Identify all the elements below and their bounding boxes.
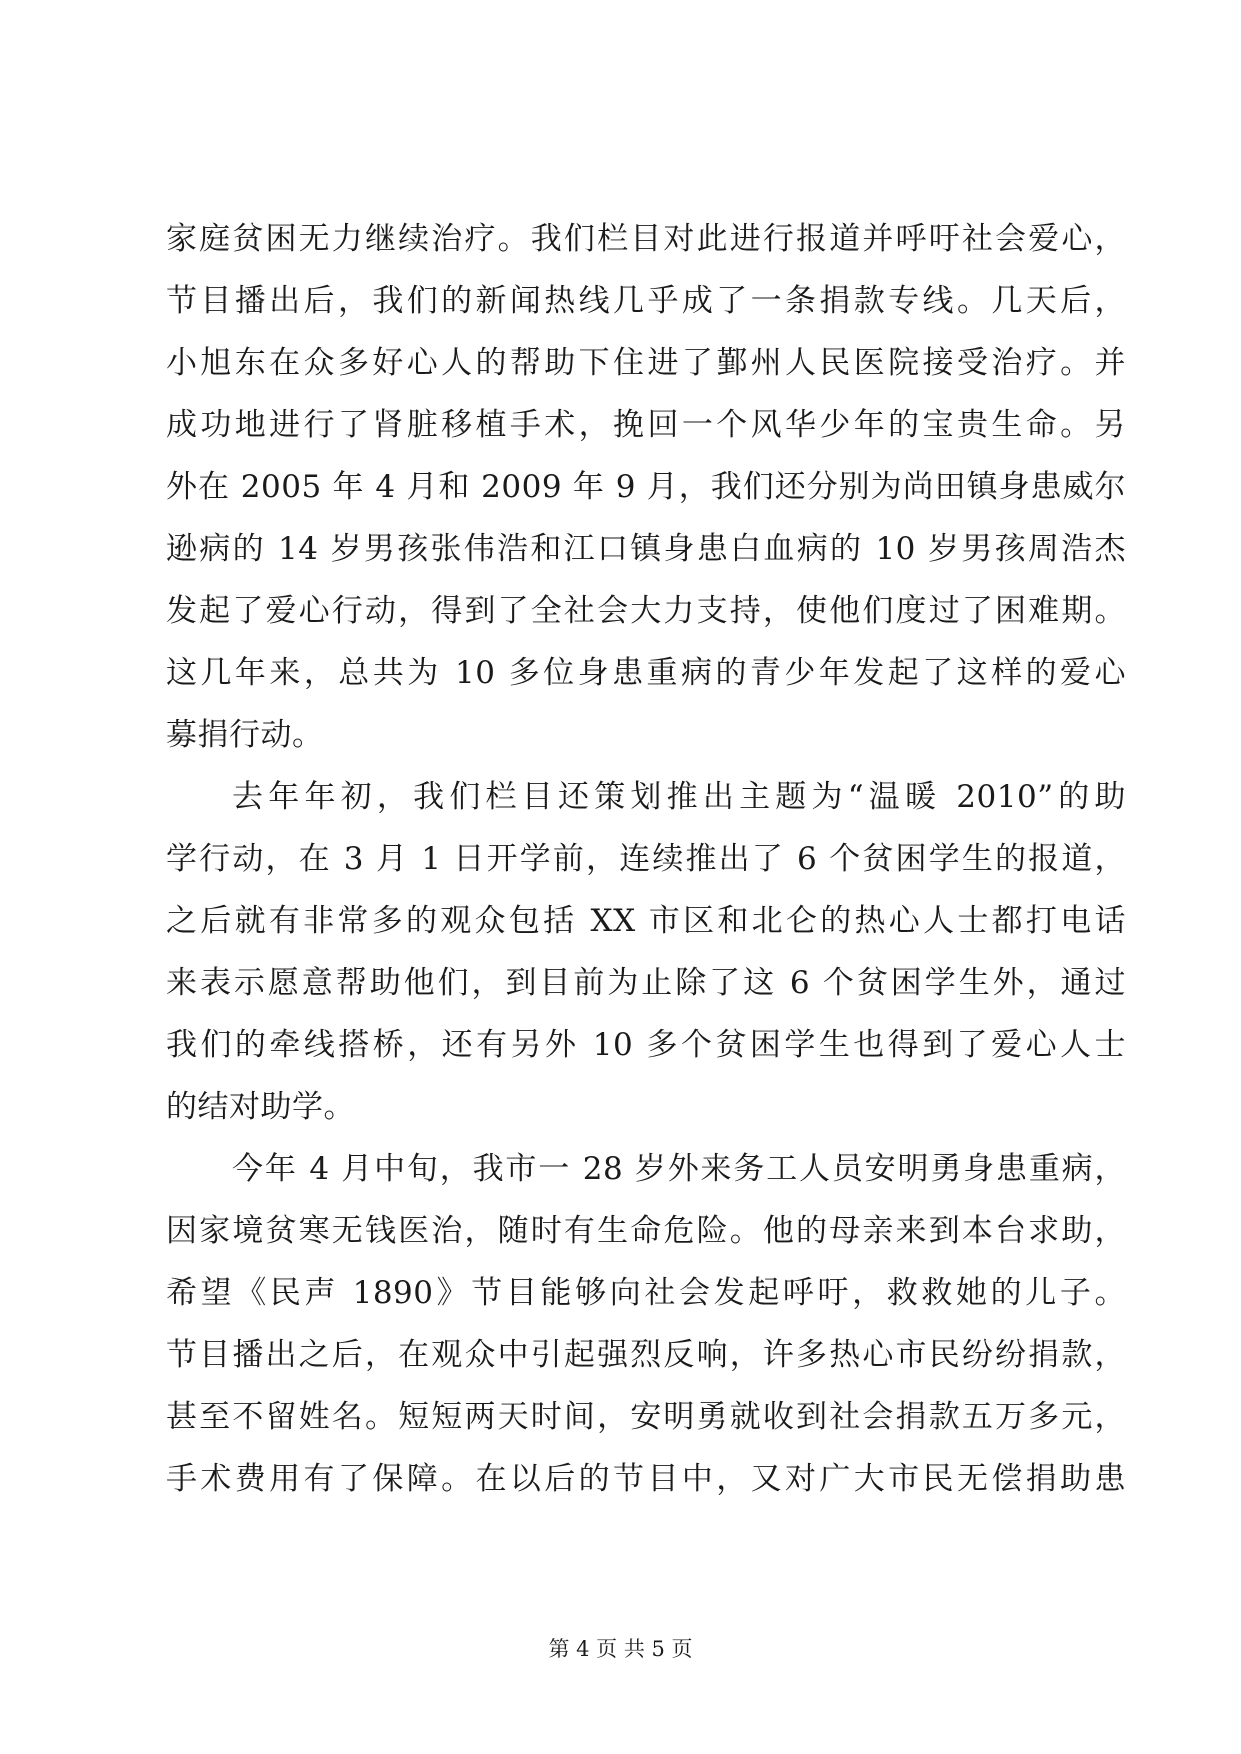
text-line: 希望《民声 1890》节目能够向社会发起呼吁，救救她的儿子。 xyxy=(166,1275,1126,1311)
text-line: 甚至不留姓名。短短两天时间，安明勇就收到社会捐款五万多元， xyxy=(166,1399,1126,1435)
text-line: 的结对助学。 xyxy=(166,1089,355,1125)
text-line: 学行动，在 3 月 1 日开学前，连续推出了 6 个贫困学生的报道， xyxy=(166,841,1126,877)
paragraph-first-line: 今年 4 月中旬，我市一 28 岁外来务工人员安明勇身患重病， xyxy=(232,1151,1126,1187)
text-line: 小旭东在众多好心人的帮助下住进了鄞州人民医院接受治疗。并 xyxy=(166,345,1126,381)
text-line: 因家境贫寒无钱医治，随时有生命危险。他的母亲来到本台求助， xyxy=(166,1213,1126,1249)
text-line: 之后就有非常多的观众包括 XX 市区和北仑的热心人士都打电话 xyxy=(166,903,1126,939)
text-line: 发起了爱心行动，得到了全社会大力支持，使他们度过了困难期。 xyxy=(166,593,1126,629)
text-line: 我们的牵线搭桥，还有另外 10 多个贫困学生也得到了爱心人士 xyxy=(166,1027,1126,1063)
text-line: 逊病的 14 岁男孩张伟浩和江口镇身患白血病的 10 岁男孩周浩杰 xyxy=(166,531,1126,567)
text-line: 成功地进行了肾脏移植手术，挽回一个风华少年的宝贵生命。另 xyxy=(166,407,1126,443)
text-line: 节目播出之后，在观众中引起强烈反响，许多热心市民纷纷捐款， xyxy=(166,1337,1126,1373)
text-line: 外在 2005 年 4 月和 2009 年 9 月，我们还分别为尚田镇身患威尔 xyxy=(166,469,1126,505)
body-text xyxy=(166,208,1126,1510)
text-line: 募捐行动。 xyxy=(166,717,324,753)
paragraph-first-line: 去年年初，我们栏目还策划推出主题为“温暖 2010”的助 xyxy=(232,779,1126,815)
text-line: 家庭贫困无力继续治疗。我们栏目对此进行报道并呼吁社会爱心， xyxy=(166,221,1126,257)
page-number-footer: 第 4 页 共 5 页 xyxy=(548,1637,693,1661)
text-line: 手术费用有了保障。在以后的节目中，又对广大市民无偿捐助患 xyxy=(166,1461,1126,1497)
text-line: 来表示愿意帮助他们，到目前为止除了这 6 个贫困学生外，通过 xyxy=(166,965,1126,1001)
text-line: 这几年来，总共为 10 多位身患重病的青少年发起了这样的爱心 xyxy=(166,655,1126,691)
text-line: 节目播出后，我们的新闻热线几乎成了一条捐款专线。几天后， xyxy=(166,283,1126,319)
